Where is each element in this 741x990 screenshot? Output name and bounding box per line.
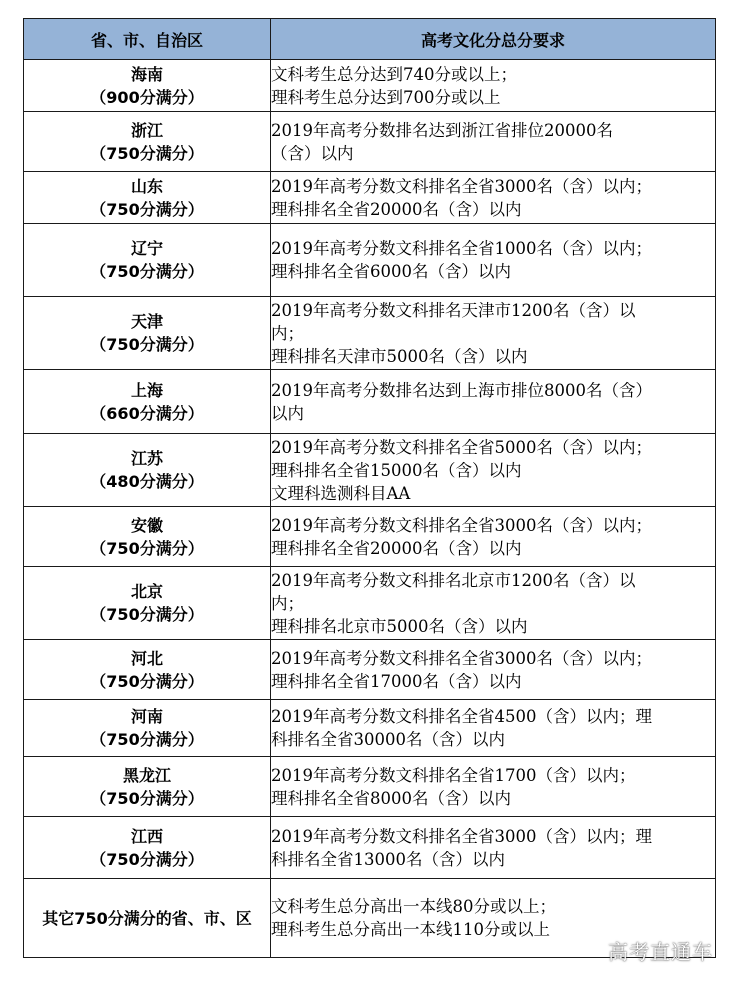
requirement-line: 文理科选测科目AA — [271, 483, 411, 503]
header-region: 省、市、自治区 — [24, 19, 271, 60]
requirement-line: 内； — [271, 323, 304, 343]
watermark: 高考直通车 — [608, 940, 713, 964]
requirement-cell — [271, 172, 716, 224]
region-cell — [24, 507, 271, 567]
region-name: 天津 — [130, 312, 163, 331]
requirement-cell — [271, 434, 716, 507]
requirement-cell — [271, 297, 716, 370]
region-score-scope: （900分满分） — [90, 87, 204, 107]
region-cell — [24, 817, 271, 879]
requirement-line: 理科排名全省6000名（含）以内 — [271, 262, 511, 281]
requirement-line: 理科排名全省20000名（含）以内 — [271, 199, 522, 219]
table-row — [24, 507, 716, 567]
region-cell — [24, 640, 271, 700]
header-row — [24, 19, 716, 60]
requirement-line: 2019年高考分数文科排名全省5000名（含）以内； — [271, 437, 652, 457]
region-score-scope: （750分满分） — [90, 199, 204, 219]
table-body — [24, 60, 716, 958]
region-score-scope: （660分满分） — [90, 403, 204, 423]
region-name: 河北 — [130, 648, 163, 668]
requirement-line: 理科考生总分高出一本线110分或以上 — [271, 920, 550, 939]
region-score-scope: （750分满分） — [90, 538, 204, 558]
requirement-cell — [271, 60, 716, 112]
requirement-line: 理科排名天津市5000名（含）以内 — [271, 346, 528, 366]
region-name: 其它750分满分的省、市、区 — [42, 908, 252, 928]
region-cell — [24, 757, 271, 817]
requirement-line: 内； — [271, 593, 304, 613]
table-row — [24, 434, 716, 507]
requirement-line: 2019年高考分数文科排名天津市1200名（含）以 — [271, 300, 636, 320]
requirement-line: 理科排名全省8000名（含）以内 — [271, 788, 511, 808]
requirement-line: 文科考生总分达到740分或以上； — [271, 64, 517, 84]
table-row — [24, 60, 716, 112]
region-name: 黑龙江 — [122, 765, 171, 785]
region-name: 山东 — [130, 176, 163, 196]
region-score-scope: （750分满分） — [90, 605, 204, 624]
requirement-line: 科排名全省13000名（含）以内 — [271, 849, 505, 869]
table-row — [24, 370, 716, 434]
requirements-table — [23, 18, 716, 958]
requirement-cell — [271, 817, 716, 879]
requirement-line: 2019年高考分数文科排名全省1000名（含）以内； — [271, 239, 652, 258]
region-cell — [24, 434, 271, 507]
requirement-line: 理科排名全省20000名（含）以内 — [271, 538, 522, 558]
requirement-cell — [271, 700, 716, 757]
requirement-line: 理科排名北京市5000名（含）以内 — [271, 616, 528, 636]
region-cell — [24, 172, 271, 224]
requirement-line: 2019年高考分数文科排名全省3000名（含）以内； — [271, 176, 652, 196]
requirement-line: 2019年高考分数文科排名全省3000名（含）以内； — [271, 648, 652, 668]
table-row — [24, 172, 716, 224]
region-name: 海南 — [130, 64, 163, 84]
region-cell — [24, 297, 271, 370]
requirement-line: 2019年高考分数文科排名北京市1200名（含）以 — [271, 570, 636, 590]
requirement-line: 2019年高考分数文科排名全省3000名（含）以内； — [271, 515, 652, 535]
requirement-cell — [271, 567, 716, 640]
region-name: 河南 — [130, 707, 163, 726]
requirement-cell — [271, 112, 716, 172]
requirement-cell — [271, 640, 716, 700]
table-row — [24, 700, 716, 757]
requirement-line: （含）以内 — [271, 143, 354, 163]
region-cell — [24, 567, 271, 640]
region-name: 上海 — [130, 380, 163, 400]
region-score-scope: （750分满分） — [90, 671, 204, 691]
requirement-line: 以内 — [271, 403, 304, 423]
region-cell — [24, 879, 271, 958]
requirement-line: 2019年高考分数文科排名全省3000（含）以内；理 — [271, 826, 652, 846]
region-score-scope: （480分满分） — [90, 472, 204, 491]
region-name: 安徽 — [130, 515, 163, 535]
region-cell — [24, 112, 271, 172]
requirement-line: 2019年高考分数排名达到浙江省排位20000名 — [271, 120, 613, 140]
region-score-scope: （750分满分） — [90, 143, 204, 163]
region-score-scope: （750分满分） — [90, 262, 204, 281]
region-name: 北京 — [130, 582, 163, 601]
region-score-scope: （750分满分） — [90, 335, 204, 354]
region-score-scope: （750分满分） — [90, 788, 204, 808]
table-row — [24, 567, 716, 640]
region-name: 辽宁 — [130, 239, 163, 258]
region-score-scope: （750分满分） — [90, 849, 204, 869]
requirement-cell — [271, 224, 716, 297]
table-row — [24, 112, 716, 172]
region-name: 江西 — [130, 826, 163, 846]
requirement-cell — [271, 507, 716, 567]
requirement-line: 文科考生总分高出一本线80分或以上； — [271, 897, 556, 916]
region-score-scope: （750分满分） — [90, 730, 204, 749]
requirement-line: 2019年高考分数文科排名全省4500（含）以内；理 — [271, 707, 652, 726]
region-cell — [24, 370, 271, 434]
table-row — [24, 224, 716, 297]
requirement-line: 理科排名全省17000名（含）以内 — [271, 671, 522, 691]
table-row — [24, 817, 716, 879]
requirement-line: 理科考生总分达到700分或以上 — [271, 87, 501, 107]
region-name: 江苏 — [130, 449, 163, 468]
requirement-line: 科排名全省30000名（含）以内 — [271, 730, 505, 749]
requirement-cell — [271, 370, 716, 434]
region-name: 浙江 — [130, 120, 163, 140]
table-row — [24, 297, 716, 370]
region-cell — [24, 224, 271, 297]
table-row — [24, 640, 716, 700]
header-requirement: 高考文化分总分要求 — [271, 19, 716, 60]
requirement-line: 理科排名全省15000名（含）以内 — [271, 460, 522, 480]
region-cell — [24, 700, 271, 757]
requirement-line: 2019年高考分数排名达到上海市排位8000名（含） — [271, 380, 652, 400]
region-cell — [24, 60, 271, 112]
table-row — [24, 757, 716, 817]
requirement-line: 2019年高考分数文科排名全省1700（含）以内； — [271, 765, 636, 785]
requirement-cell — [271, 757, 716, 817]
